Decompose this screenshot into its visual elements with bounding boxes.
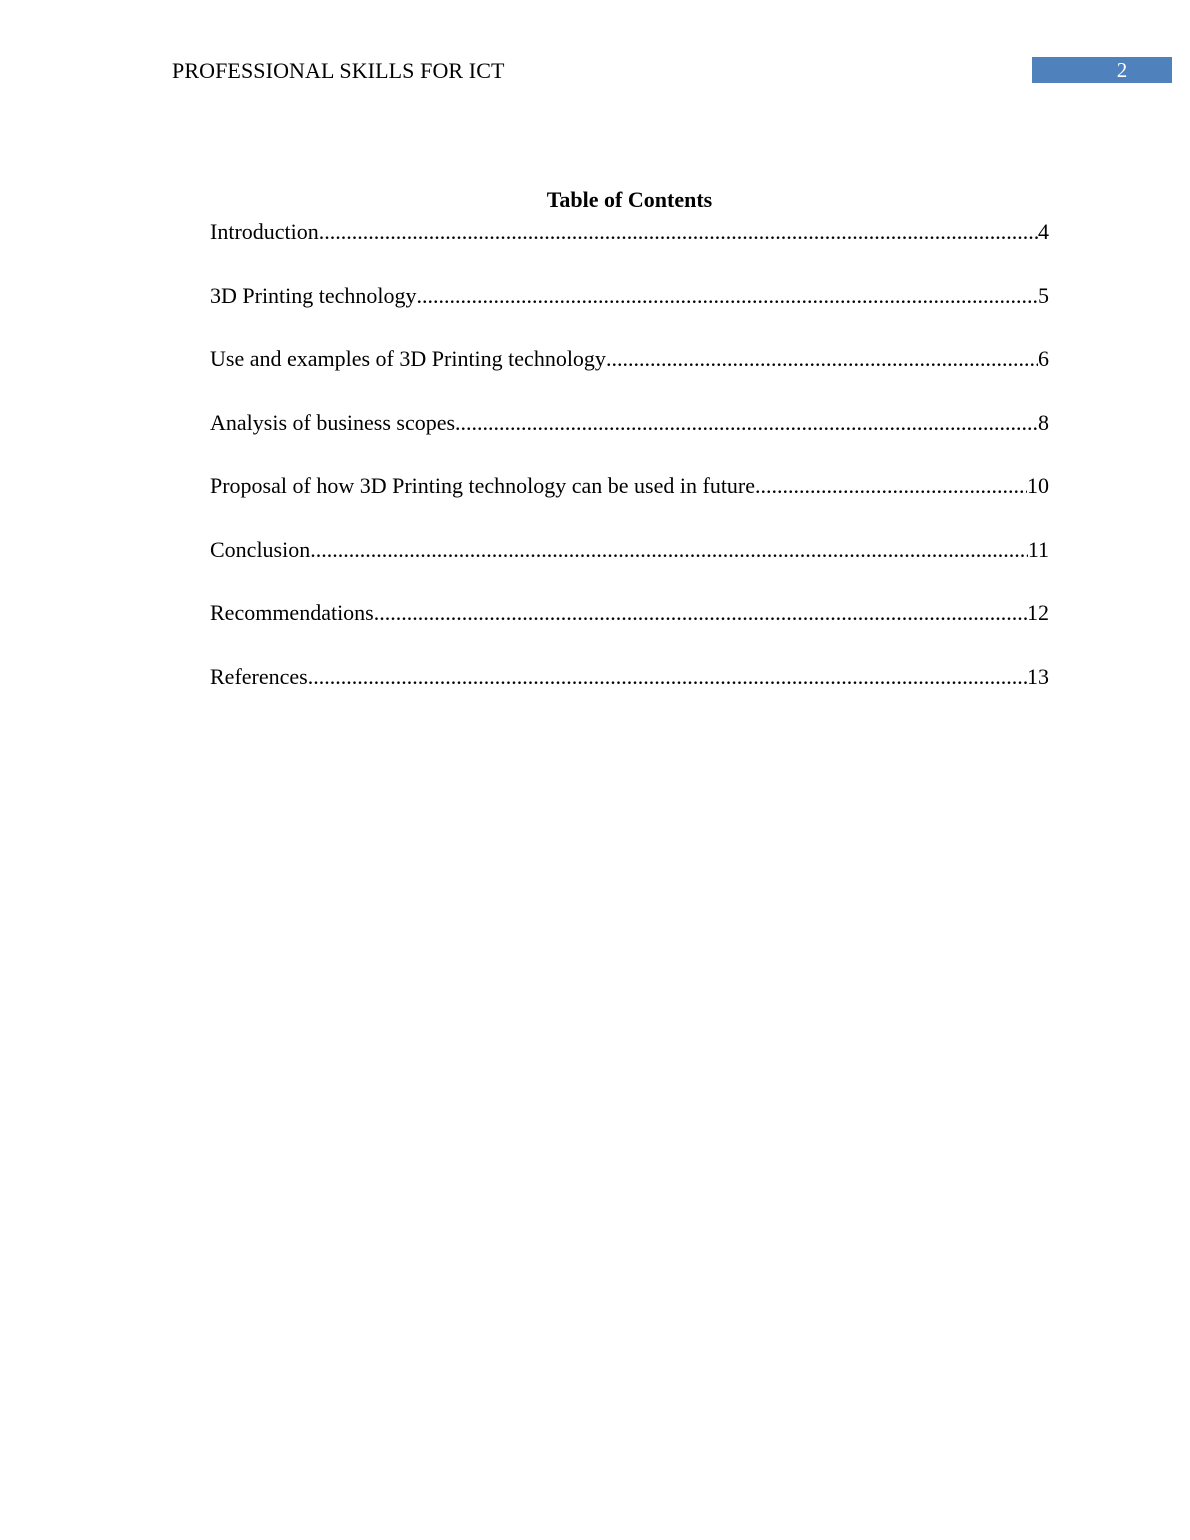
toc-entry-proposal[interactable] — [210, 472, 1049, 500]
toc-list — [210, 218, 1049, 691]
page-header — [0, 0, 1190, 100]
toc-entry-page: 10 — [1027, 473, 1049, 498]
toc-entry-label: References — [210, 663, 308, 689]
toc-entry-label: Proposal of how 3D Printing technology can be used in future — [210, 473, 756, 498]
toc-entry-use-and-examples[interactable] — [210, 345, 1049, 373]
toc-entry-references[interactable] — [210, 663, 1049, 691]
toc-entry-label: Recommendations — [210, 600, 374, 625]
toc-entry-label: Analysis of business scopes — [210, 409, 456, 435]
toc-title: Table of Contents — [546, 187, 713, 212]
toc-dot-leader — [755, 472, 1027, 500]
toc-entry-label: Use and examples of 3D Printing technology — [210, 346, 606, 371]
toc-entry-page: 8 — [1038, 409, 1049, 435]
toc-dot-leader — [310, 536, 1028, 564]
page-number-box — [1032, 57, 1172, 83]
toc-entry-page: 12 — [1027, 600, 1049, 625]
table-of-contents — [210, 186, 1049, 726]
toc-entry-page: 13 — [1027, 663, 1049, 689]
toc-entry-page: 6 — [1038, 346, 1049, 371]
toc-entry-label: 3D Printing technology — [210, 282, 417, 308]
toc-dot-leader — [374, 599, 1027, 627]
toc-entry-conclusion[interactable] — [210, 536, 1049, 564]
toc-dot-leader — [606, 345, 1038, 373]
toc-entry-page: 4 — [1038, 219, 1049, 244]
toc-entry-introduction[interactable] — [210, 218, 1049, 246]
toc-entry-page: 5 — [1038, 282, 1049, 308]
toc-entry-analysis-of-business-scopes[interactable] — [210, 409, 1049, 437]
running-head: PROFESSIONAL SKILLS FOR ICT — [172, 58, 505, 83]
toc-entry-recommendations[interactable] — [210, 599, 1049, 627]
toc-dot-leader — [455, 409, 1038, 437]
toc-entry-label: Introduction — [210, 219, 319, 244]
toc-dot-leader — [308, 663, 1027, 691]
toc-entry-page: 11 — [1027, 536, 1049, 562]
toc-entry-label: Conclusion — [210, 536, 311, 562]
page-number: 2 — [1116, 58, 1128, 82]
toc-dot-leader — [417, 282, 1038, 310]
toc-dot-leader — [319, 218, 1038, 246]
toc-entry-3d-printing-technology[interactable] — [210, 282, 1049, 310]
